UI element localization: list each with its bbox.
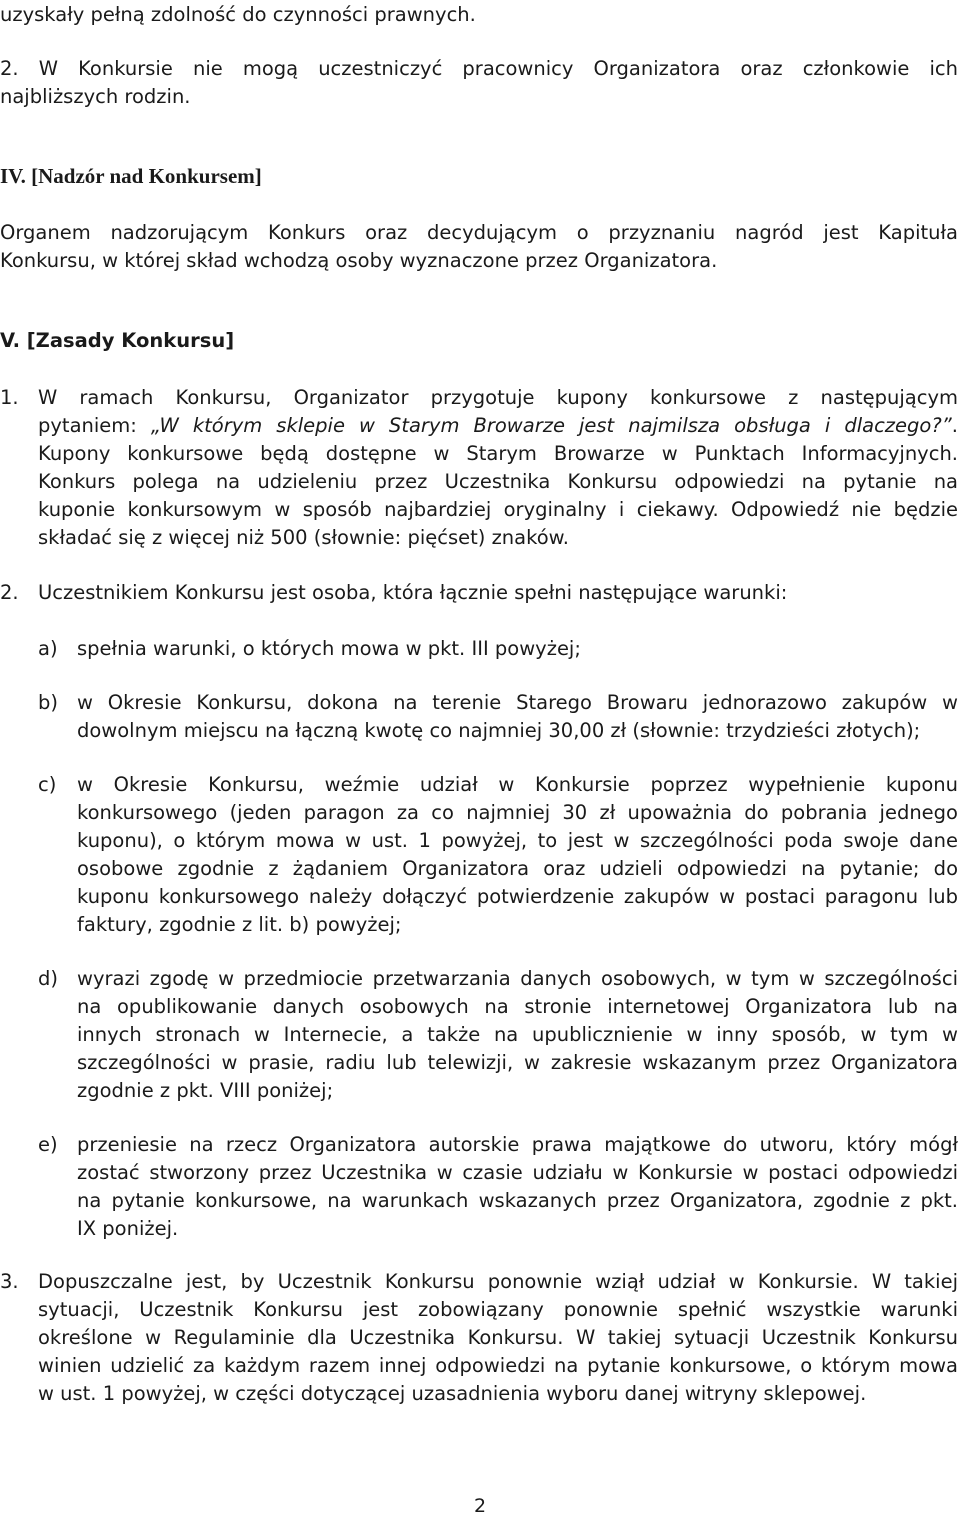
text-line: kuponu), o którym mowa w ust. 1 powyżej, to jest w szczególności poda swoje dane: [77, 829, 958, 852]
text-line: winien udzielić za każdym razem innej odpowiedzi na pytanie konkursowe, o którym mowa: [38, 1354, 958, 1377]
text-line: uzyskały pełną zdolność do czynności prawnych.: [0, 3, 476, 26]
text-line: wyrazi zgodę w przedmiocie przetwarzania danych osobowych, w tym w szczególności: [77, 967, 958, 990]
text-line: faktury, zgodnie z lit. b) powyżej;: [77, 913, 402, 936]
list-item-label: d): [38, 967, 58, 990]
text-line: zostać stworzony przez Uczestnika w czasie udziału w Konkursie w postaci odpowiedzi: [77, 1161, 958, 1184]
text-line: najbliższych rodzin.: [0, 85, 191, 108]
text-line: określone w Regulaminie dla Uczestnika Konkursu. W takiej sytuacji Uczestnik Konkursu: [38, 1326, 958, 1349]
text-line: konkursowego (jeden paragon za co najmniej 30 zł upoważnia do pobrania jednego: [77, 801, 958, 824]
text-line: spełnia warunki, o których mowa w pkt. III powyżej;: [77, 637, 581, 660]
text-line: IX poniżej.: [77, 1217, 179, 1240]
text-line: dowolnym miejscu na łączną kwotę co najmniej 30,00 zł (słownie: trzydzieści złotych);: [77, 719, 921, 742]
text-line: Konkursu, w której skład wchodzą osoby wyznaczone przez Organizatora.: [0, 249, 718, 272]
text-line: kuponu konkursowego należy dołączyć potwierdzenie zakupów w postaci paragonu lub: [77, 885, 958, 908]
list-item-label: c): [38, 773, 57, 796]
paragraph-number: 2.: [0, 581, 19, 604]
text-line: sytuacji, Uczestnik Konkursu jest zobowiązany ponownie spełnić wszystkie warunki: [38, 1298, 958, 1321]
text-line: zgodnie z pkt. VIII poniżej;: [77, 1079, 334, 1102]
text-line: na pytanie konkursowe, na warunkach wskazanych przez Organizatora, zgodnie z pkt.: [77, 1189, 958, 1212]
text-line: Organem nadzorującym Konkurs oraz decydującym o przyznaniu nagród jest Kapituła: [0, 221, 958, 244]
text-line: Dopuszczalne jest, by Uczestnik Konkursu ponownie wziął udział w Konkursie. W takiej: [38, 1270, 958, 1293]
page-number: 2: [473, 1495, 487, 1517]
list-item-label: e): [38, 1133, 58, 1156]
text-line: W ramach Konkursu, Organizator przygotuje kupony konkursowe z następującym: [38, 386, 958, 409]
text-line-with-question: [38, 412, 958, 439]
text-line: składać się z więcej niż 500 (słownie: pięćset) znaków.: [38, 526, 570, 549]
paragraph-number: 3.: [0, 1270, 19, 1293]
text-line: szczególności w prasie, radiu lub telewizji, w zakresie wskazanym przez Organizatora: [77, 1051, 958, 1074]
text-line: na opublikowanie danych osobowych na stronie internetowej Organizatora lub na: [77, 995, 958, 1018]
text-line: przeniesie na rzecz Organizatora autorskie prawa majątkowe do utworu, który mógł: [77, 1133, 958, 1156]
text-line: kuponie konkursowym w sposób najbardziej oryginalny i ciekawy. Odpowiedź nie będzie: [38, 498, 958, 521]
text-line: osobowe zgodnie z żądaniem Organizatora oraz udzieli odpowiedzi na pytanie; do: [77, 857, 958, 880]
text-line: Konkurs polega na udzieleniu przez Uczestnika Konkursu odpowiedzi na pytanie na: [38, 470, 958, 493]
contest-question: „W którym sklepie w Starym Browarze jest najmilsza obsługa i dlaczego?”: [150, 414, 952, 437]
text-line: w Okresie Konkursu, dokona na terenie Starego Browaru jednorazowo zakupów w: [77, 691, 958, 714]
section-heading: V. [Zasady Konkursu]: [0, 329, 235, 352]
text-line: w ust. 1 powyżej, w części dotyczącej uzasadnienia wyboru danej witryny sklepowej.: [38, 1382, 867, 1405]
text-line: 2. W Konkursie nie mogą uczestniczyć pracownicy Organizatora oraz członkowie ich: [0, 57, 958, 80]
text-segment: .: [951, 414, 958, 437]
paragraph-number: 1.: [0, 386, 19, 409]
text-line: innych stronach w Internecie, a także na upublicznienie w inny sposób, w tym w: [77, 1023, 958, 1046]
section-heading: IV. [Nadzór nad Konkursem]: [0, 164, 262, 188]
text-line: w Okresie Konkursu, weźmie udział w Konkursie poprzez wypełnienie kuponu: [77, 773, 958, 796]
list-item-label: a): [38, 637, 58, 660]
text-segment: pytaniem:: [38, 414, 151, 437]
text-line: Kupony konkursowe będą dostępne w Starym Browarze w Punktach Informacyjnych.: [38, 442, 958, 465]
list-item-label: b): [38, 691, 58, 714]
text-line: Uczestnikiem Konkursu jest osoba, która łącznie spełni następujące warunki:: [38, 581, 788, 604]
